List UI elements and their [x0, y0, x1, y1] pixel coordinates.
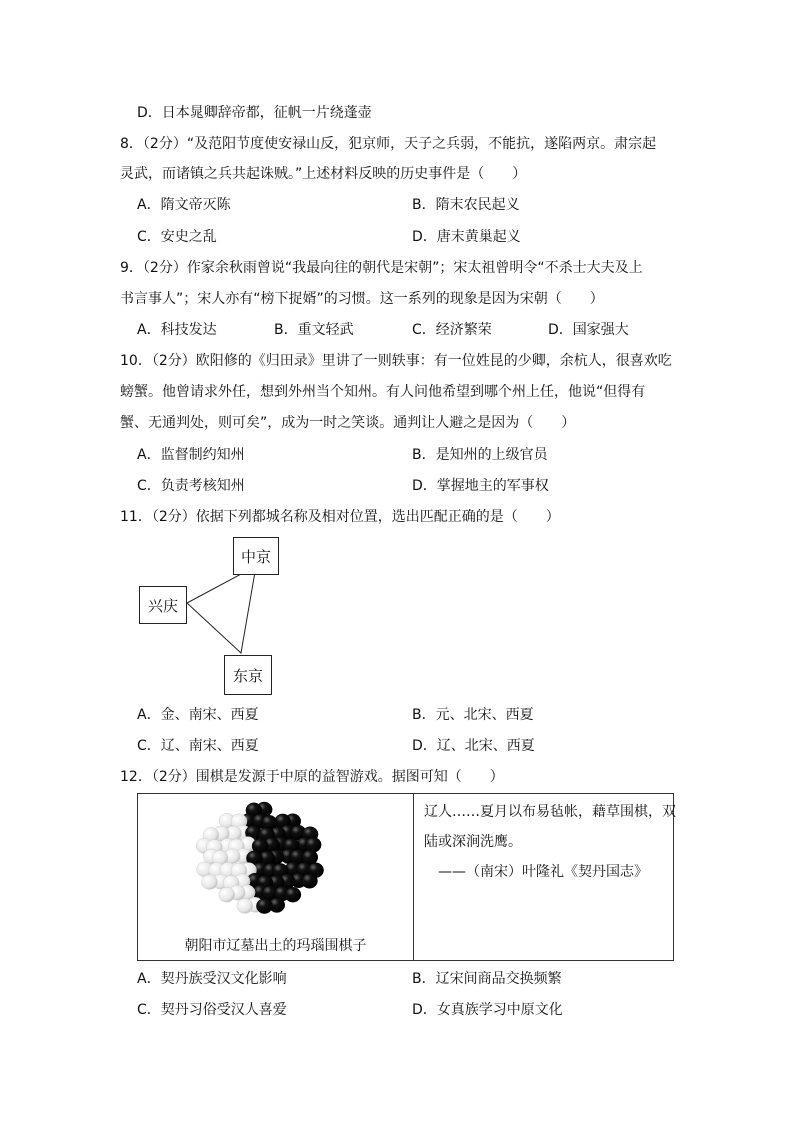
q10-stem-line2: 螃蟹。他曾请求外任，想到外州当个知州。有人问他希望到哪个州上任，他说“但得有 — [120, 384, 646, 400]
q12-material-table — [137, 793, 674, 961]
table-divider — [413, 794, 414, 960]
black-go-stone — [285, 887, 301, 902]
q7-option-d: D．日本晁卿辞帝都，征帆一片绕蓬壶 — [137, 105, 372, 121]
q8-stem-line2: 灵武，而诸镇之兵共起诛贼。”上述材料反映的历史事件是（ ） — [120, 166, 527, 182]
q11-option-c[interactable]: C．辽、南宋、西夏 — [137, 738, 259, 754]
q9-option-a[interactable]: A．科技发达 — [137, 322, 217, 338]
q9-option-c[interactable]: C．经济繁荣 — [412, 322, 492, 338]
q11-stem: 11．（2分）依据下列都城名称及相对位置，选出匹配正确的是（ ） — [120, 509, 560, 525]
triangle-connector — [187, 566, 256, 653]
q8-option-c[interactable]: C．安史之乱 — [137, 229, 217, 245]
q9-option-d[interactable]: D．国家强大 — [548, 322, 629, 338]
q10-option-a[interactable]: A．监督制约知州 — [137, 447, 245, 463]
quote-line1: 辽人……夏月以布易毡帐，藉草围棋，双 — [424, 804, 676, 820]
q10-option-b[interactable]: B．是知州的上级官员 — [412, 447, 548, 463]
q12-option-d[interactable]: D．女真族学习中原文化 — [412, 1002, 563, 1018]
capital-box-zhongjing: 中京 — [233, 537, 279, 575]
q9-option-b[interactable]: B．重文轻武 — [274, 322, 354, 338]
q12-stem: 12．（2分）围棋是发源于中原的益智游戏。据图可知（ ） — [120, 769, 504, 785]
q12-option-b[interactable]: B．辽宋间商品交换频繁 — [412, 971, 562, 987]
q9-stem-line1: 9．（2分）作家余秋雨曾说“我最向往的朝代是宋朝”；宋太祖曾明令“不杀士大夫及上 — [120, 260, 643, 276]
q11-option-b[interactable]: B．元、北宋、西夏 — [412, 707, 534, 723]
q11-option-d[interactable]: D．辽、北宋、西夏 — [412, 738, 535, 754]
q9-stem-line2: 书言事人”；宋人亦有“榜下捉婿”的习惯。这一系列的现象是因为宋朝（ ） — [120, 291, 604, 307]
q10-option-d[interactable]: D．掌握地主的军事权 — [412, 478, 549, 494]
black-go-stone — [256, 899, 272, 914]
q10-option-c[interactable]: C．负责考核知州 — [137, 478, 245, 494]
white-go-stone — [202, 875, 218, 890]
q8-option-d[interactable]: D．唐末黄巢起义 — [412, 229, 521, 245]
black-go-stone — [302, 873, 318, 888]
white-go-stone — [237, 898, 253, 913]
white-go-stone — [219, 887, 235, 902]
q10-stem-line3: 蟹、无通判处，则可矣”，成为一时之笑谈。通判让人避之是因为（ ） — [120, 415, 576, 431]
q11-option-a[interactable]: A．金、南宋、西夏 — [137, 707, 259, 723]
q12-option-a[interactable]: A．契丹族受汉文化影响 — [137, 971, 287, 987]
capital-box-xingqing: 兴庆 — [139, 586, 187, 624]
q8-option-a[interactable]: A．隋文帝灭陈 — [137, 197, 231, 213]
image-caption: 朝阳市辽墓出土的玛瑙围棋子 — [184, 938, 367, 954]
capital-box-dongjing: 东京 — [224, 655, 272, 695]
q12-option-c[interactable]: C．契丹习俗受汉人喜爱 — [137, 1002, 287, 1018]
quote-source: ——（南宋）叶隆礼《契丹国志》 — [438, 864, 648, 880]
q8-stem-line1: 8．（2分）“及范阳节度使安禄山反，犯京师，天子之兵弱，不能抗，遂陷两京。肃宗起 — [120, 136, 657, 152]
q10-stem-line1: 10．（2分）欧阳修的《归田录》里讲了一则轶事：有一位姓昆的少卿，余杭人，很喜欢吃 — [120, 353, 672, 369]
q8-option-b[interactable]: B．隋末农民起义 — [412, 197, 520, 213]
agate-go-stones-image — [188, 800, 338, 930]
quote-line2: 陆或深涧洗鹰。 — [424, 834, 522, 850]
